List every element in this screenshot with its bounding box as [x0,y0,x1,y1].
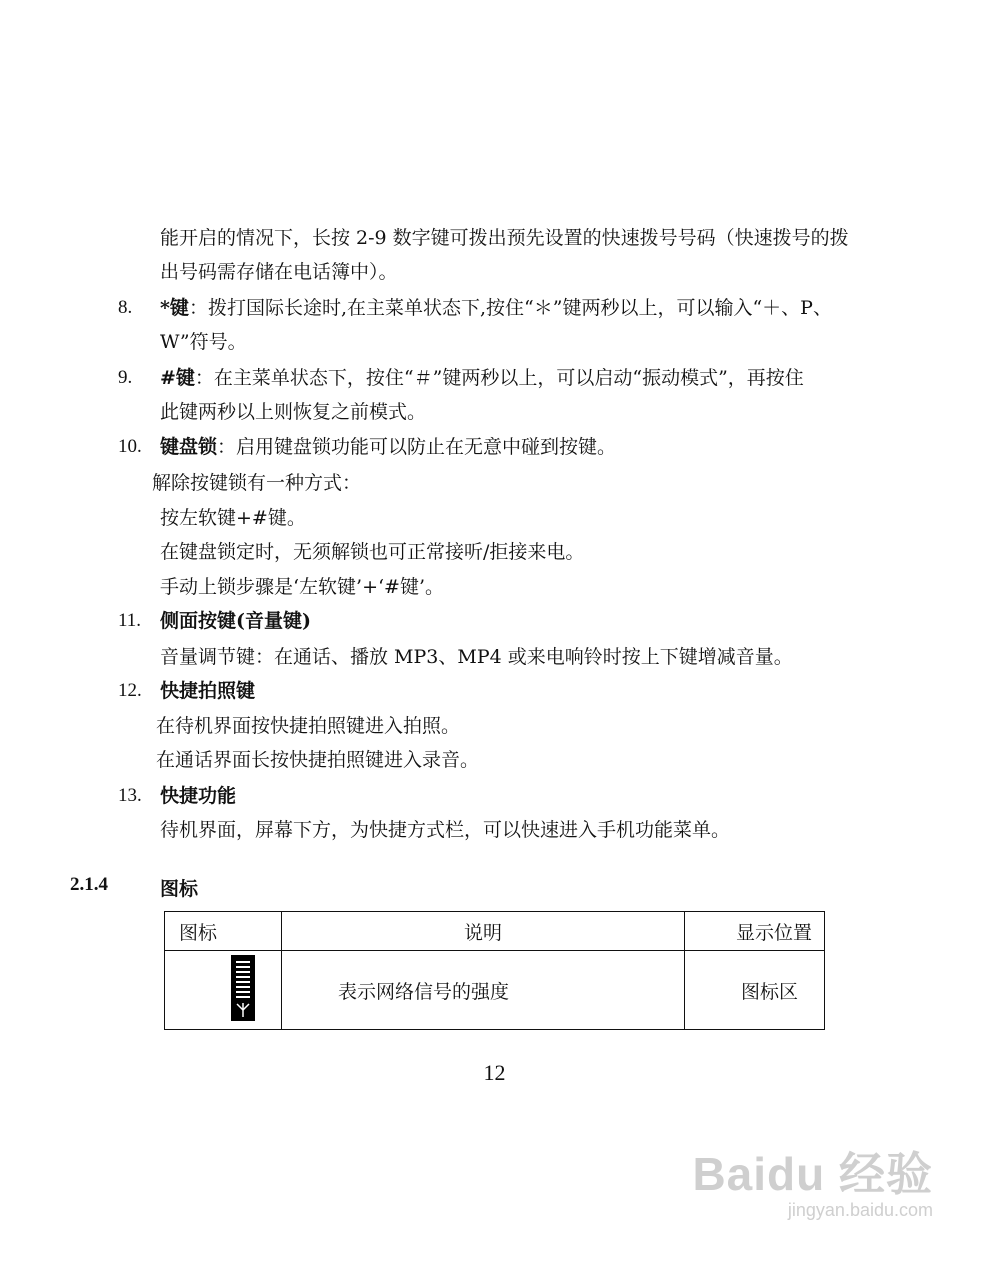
keylock-line-4: 手动上锁步骤是‘左软键’+‘#键’。 [160,576,444,598]
table-cell-position: 图标区 [685,951,825,1030]
item-10-number: 10. [118,436,142,457]
item-11-title: 侧面按键(音量键) [160,610,311,632]
table-row [165,951,825,1030]
keylock-line-2: 按左软键+#键。 [160,507,306,529]
item-13-number: 13. [118,785,142,806]
intro-line-2: 出号码需存储在电话簿中）。 [160,261,398,283]
table-cell-description: 表示网络信号的强度 [282,951,685,1030]
item-8-number: 8. [118,297,133,318]
item-10-text: ：启用键盘锁功能可以防止在无意中碰到按键。 [217,436,617,458]
item-13-body: 待机界面，屏幕下方，为快捷方式栏，可以快速进入手机功能菜单。 [160,819,731,841]
item-10-title: 键盘锁 [160,436,218,458]
header-description: 说明 [282,912,685,951]
watermark-url: jingyan.baidu.com [787,1200,933,1220]
icon-table [164,911,825,1030]
item-8-text: ：拨打国际长途时,在主菜单状态下,按住“＊”键两秒以上，可以输入“＋、P、 [188,297,832,319]
header-position: 显示位置 [685,912,825,951]
item-9-line-2: 此键两秒以上则恢复之前模式。 [160,401,427,423]
table-header-row [165,912,825,951]
item-11-body: 音量调节键：在通话、播放 MP3、MP4 或来电响铃时按上下键增减音量。 [160,646,793,668]
watermark-brand: Baidu 经验 [692,1148,933,1200]
item-12-body-2: 在通话界面长按快捷拍照键进入录音。 [156,749,480,771]
item-11-number: 11. [118,610,142,631]
item-8-title: *键 [160,297,189,319]
item-9-text: ：在主菜单状态下，按住“＃”键两秒以上，可以启动“振动模式”，再按住 [194,367,804,389]
item-8-line-2: W”符号。 [160,331,247,353]
item-8-line-1 [160,294,832,322]
page-number: 12 [483,1060,506,1085]
item-13-title: 快捷功能 [160,785,237,807]
item-9-number: 9. [118,367,133,388]
keylock-line-1: 解除按键锁有一种方式： [152,472,362,494]
item-9-line-1 [160,364,804,392]
intro-line-1: 能开启的情况下，长按 2-9 数字键可拨出预先设置的快速拨号号码（快速拨号的拨 [160,227,849,249]
keylock-line-3: 在键盘锁定时，无须解锁也可正常接听/拒接来电。 [160,541,585,563]
header-icon: 图标 [165,912,282,951]
section-title: 图标 [160,878,199,900]
signal-strength-icon [231,955,255,1021]
item-10-line-1 [160,433,616,461]
item-12-title: 快捷拍照键 [160,680,256,702]
table-cell-icon [165,951,282,1030]
section-number: 2.1.4 [70,874,108,895]
item-12-body-1: 在待机界面按快捷拍照键进入拍照。 [156,715,461,737]
item-9-title: #键 [160,367,195,389]
watermark [692,1138,933,1221]
item-12-number: 12. [118,680,142,701]
